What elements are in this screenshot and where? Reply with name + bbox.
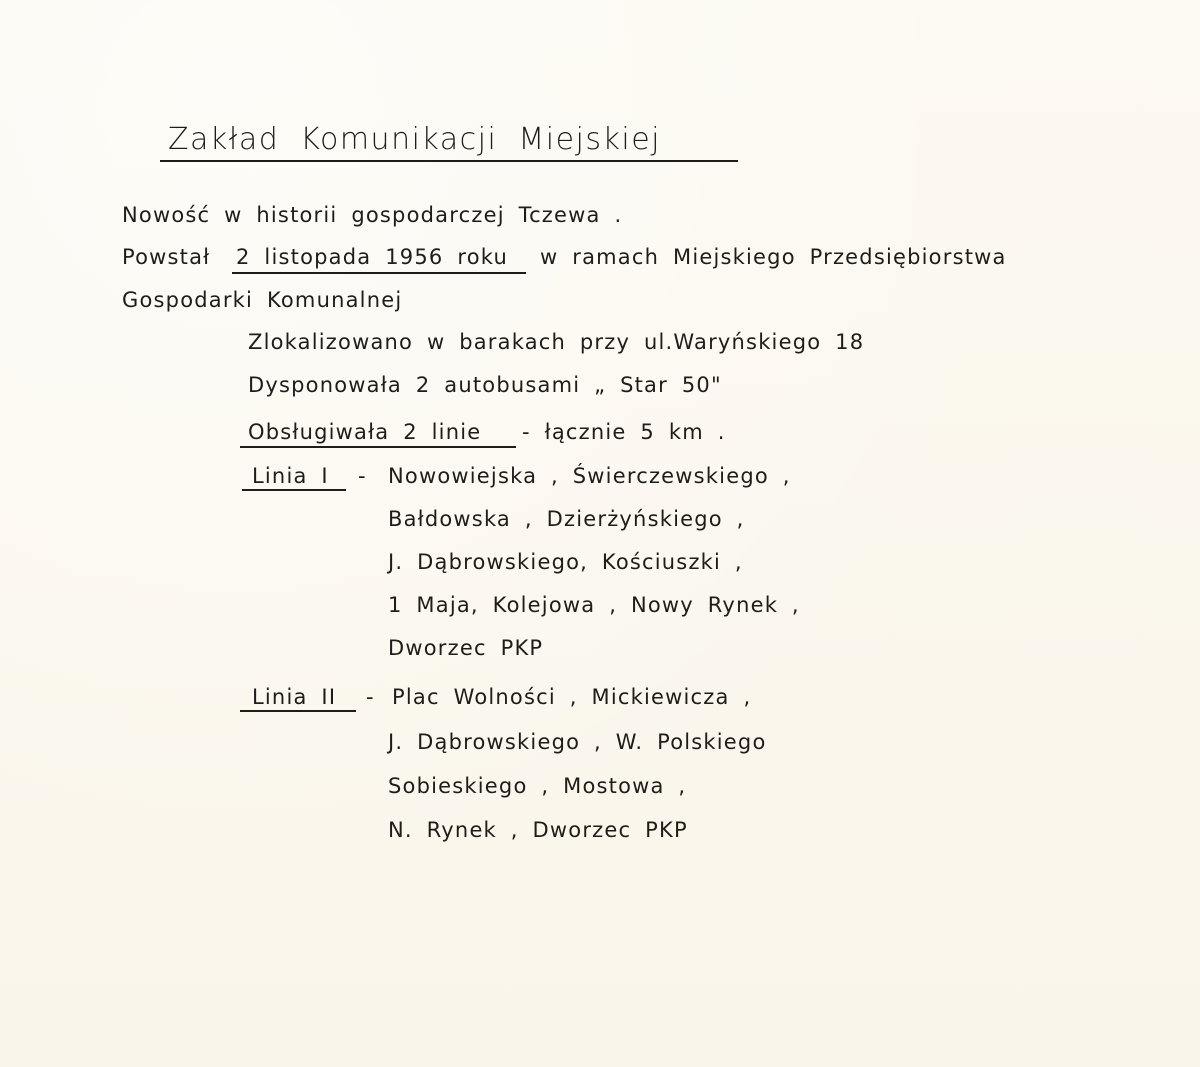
route-2-stops-2: J. Dąbrowskiego , W. Polskiego bbox=[388, 730, 767, 754]
intro-line-2-prefix: Powstał bbox=[122, 245, 211, 269]
title-underline bbox=[160, 160, 738, 162]
route-1-stops-5: Dworzec PKP bbox=[388, 636, 544, 660]
route-1-label-underline bbox=[242, 489, 346, 491]
document-title: Zakład Komunikacji Miejskiej bbox=[168, 122, 661, 157]
route-2-label-underline bbox=[240, 710, 356, 712]
route-2-dash: - bbox=[366, 685, 375, 709]
intro-line-3: Gospodarki Komunalnej bbox=[122, 288, 403, 312]
route-1-label: Linia I bbox=[252, 464, 329, 488]
route-2-label: Linia II bbox=[252, 685, 337, 709]
fleet-line: Dysponowała 2 autobusami „ Star 50" bbox=[248, 373, 722, 397]
location-line: Zlokalizowano w barakach przy ul.Waryńskiego 18 bbox=[248, 330, 865, 354]
route-1-stops-2: Bałdowska , Dzierżyńskiego , bbox=[388, 507, 745, 531]
route-2-stops-1: Plac Wolności , Mickiewicza , bbox=[392, 685, 752, 709]
lines-count: Obsługiwała 2 linie bbox=[248, 420, 482, 444]
founding-date-underline bbox=[232, 272, 526, 274]
lines-count-underline bbox=[240, 446, 516, 448]
founding-date: 2 listopada 1956 roku bbox=[236, 245, 508, 269]
route-1-stops-1: Nowowiejska , Świerczewskiego , bbox=[388, 464, 791, 488]
route-1-stops-3: J. Dąbrowskiego, Kościuszki , bbox=[388, 550, 743, 574]
intro-line-1: Nowość w historii gospodarczej Tczewa . bbox=[122, 203, 623, 227]
lines-length: - łącznie 5 km . bbox=[522, 420, 726, 444]
route-2-stops-3: Sobieskiego , Mostowa , bbox=[388, 774, 687, 798]
route-2-stops-4: N. Rynek , Dworzec PKP bbox=[388, 818, 688, 842]
route-1-stops-4: 1 Maja, Kolejowa , Nowy Rynek , bbox=[388, 593, 800, 617]
route-1-dash: - bbox=[358, 464, 367, 488]
intro-line-2-suffix: w ramach Miejskiego Przedsiębiorstwa bbox=[540, 245, 1007, 269]
